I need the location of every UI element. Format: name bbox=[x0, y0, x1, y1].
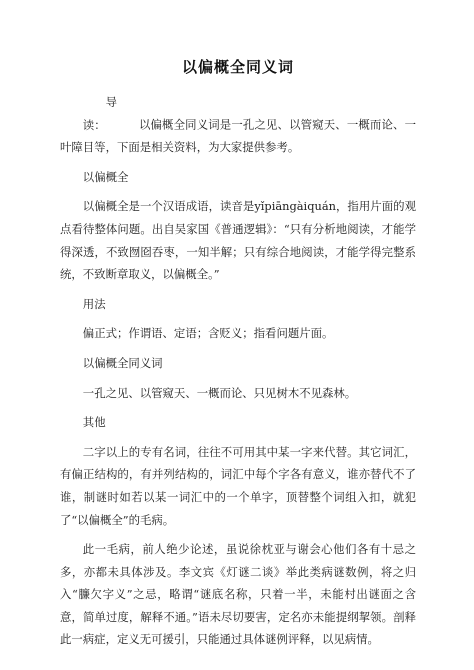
usage-paragraph: 偏正式；作谓语、定语；含贬义；指看问题片面。 bbox=[82, 326, 334, 341]
synonyms-paragraph: 一孔之见、以管窥天、一概而论、只见树木不见森林。 bbox=[82, 385, 357, 400]
section-heading-synonyms: 以偏概全同义词 bbox=[82, 355, 163, 370]
section-heading-yipiangaiquan: 以偏概全 bbox=[82, 169, 129, 184]
definition-paragraph: 以偏概全是一个汉语成语，读音是yǐpiāngàiquán，指用片面的观点看待整体问题。出自吴家国《普通逻辑》：“只有分析地阅读，才能学得深透，不致囫囵吞枣，一知半解；只有综合地阅读，才能学得完整系统，不致断章取义，以偏概全。” bbox=[60, 199, 416, 282]
other-paragraph-1: 二字以上的专有名词，往往不可用其中某一字来代替。其它词汇，有偏正结构的，有并列结构的，词汇中每个字各有意义，谁亦替代不了谁，制谜时如若以某一词汇中的一个单字，顶替整个词组入扣，就犯了“以偏概全”的毛病。 bbox=[60, 444, 416, 527]
intro-paragraph bbox=[60, 91, 416, 159]
other-paragraph-2: 此一毛病，前人绝少论述，虽说徐枕亚与谢会心他们各有十忌之多，亦都未具体涉及。李文宾《灯谜二谈》举此类病谜数例，将之归入“臁欠字义”之忌，略谓“谜底名称，只着一半，未能村出谜面之含意，简单过度，解释不通。”语未尽切要害，定名亦未能提纲挈领。剖释此一病症，定义无可援引，只能通过具体谜例评释，以见病情。 bbox=[60, 542, 416, 647]
intro-text: 以偏概全同义词是一孔之见、以管窥天、一概而论、一叶障目等，下面是相关资料，为大家提供参考。 bbox=[60, 117, 416, 155]
section-heading-other: 其他 bbox=[82, 415, 106, 430]
intro-label: 导读： bbox=[82, 95, 117, 132]
section-heading-usage: 用法 bbox=[82, 296, 106, 311]
document-title: 以偏概全同义词 bbox=[181, 58, 294, 76]
